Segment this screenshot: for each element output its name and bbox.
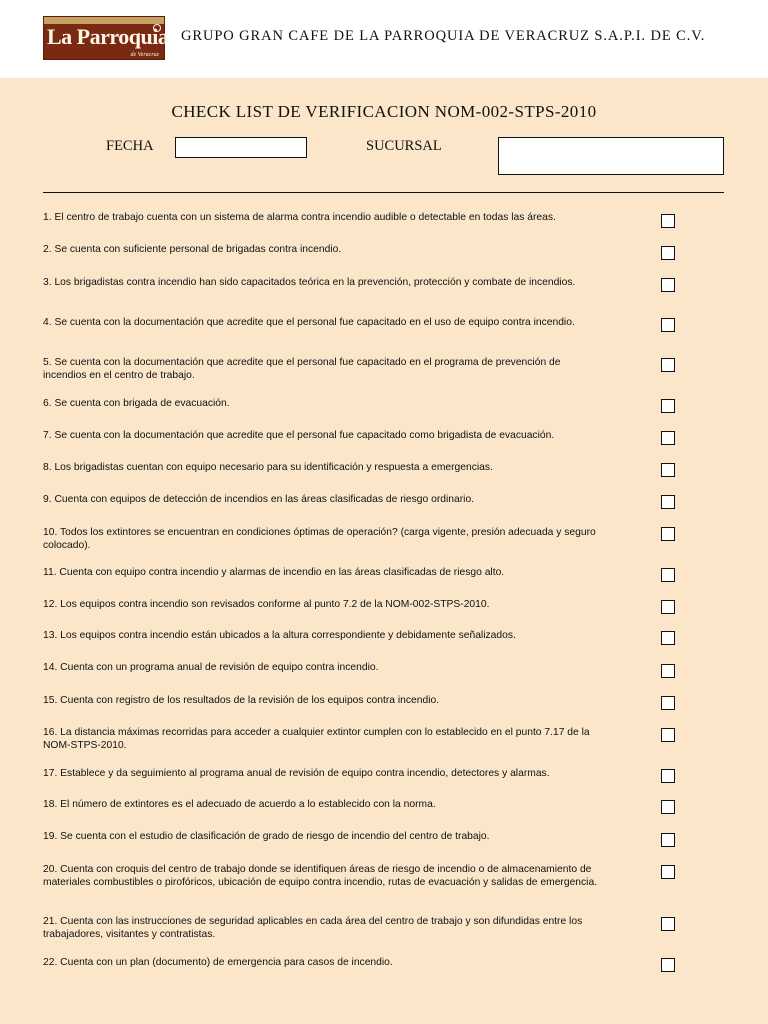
checklist-checkbox[interactable] [661,399,675,413]
checklist-checkbox[interactable] [661,958,675,972]
checklist-checkbox[interactable] [661,917,675,931]
divider [43,192,724,193]
checklist-item-text: 16. La distancia máximas recorridas para acceder a cualquier extintor cumplen con lo establecido en el punto 7.17 de la NOM-STPS-2010. [43,727,590,751]
checklist-item-text: 5. Se cuenta con la documentación que acredite que el personal fue capacitado en el programa de prevención de incendios en el centro de trabajo. [43,357,561,381]
checklist-item-text: 13. Los equipos contra incendio están ubicados a la altura correspondiente y debidamente señalizados. [43,630,516,641]
checklist-checkbox[interactable] [661,463,675,477]
form-title: CHECK LIST DE VERIFICACION NOM-002-STPS-2010 [171,102,597,121]
checklist-item-text: 7. Se cuenta con la documentación que acredite que el personal fue capacitado como brigadista de evacuación. [43,430,555,441]
checklist-checkbox[interactable] [661,278,675,292]
checklist-checkbox[interactable] [661,865,675,879]
checklist-checkbox[interactable] [661,728,675,742]
checklist-checkbox[interactable] [661,246,675,260]
checklist-checkbox[interactable] [661,214,675,228]
checklist-item-text: 4. Se cuenta con la documentación que acredite que el personal fue capacitado en el uso de equipo contra incendio. [43,317,575,328]
checklist-checkbox[interactable] [661,833,675,847]
checklist-checkbox[interactable] [661,318,675,332]
logo-stripe [44,17,164,24]
checklist-item-text: 2. Se cuenta con suficiente personal de brigadas contra incendio. [43,244,342,255]
company-logo [43,16,169,60]
checklist-checkbox[interactable] [661,769,675,783]
checklist-item-text: 12. Los equipos contra incendio son revisados conforme al punto 7.2 de la NOM-002-STPS-2010. [43,599,490,610]
checklist-item-text: 18. El número de extintores es el adecuado de acuerdo a lo establecido con la norma. [43,799,436,810]
checklist-checkbox[interactable] [661,431,675,445]
checklist-item-text: 20. Cuenta con croquis del centro de trabajo donde se identifiquen áreas de riesgo de incendio o de almacenamiento de materiales combustibles o pirofóricos, ubicación de equipo contra incendio, rutas de evacuación y salidas de emergencia. [43,864,598,888]
fecha-input[interactable] [175,137,307,158]
checklist-item-text: 15. Cuenta con registro de los resultados de la revisión de los equipos contra incendio. [43,695,440,706]
checklist-checkbox[interactable] [661,664,675,678]
checklist-item-text: 11. Cuenta con equipo contra incendio y alarmas de incendio en las áreas clasificadas de riesgo alto. [43,567,505,578]
sucursal-input[interactable] [498,137,724,175]
checklist-item-text: 19. Se cuenta con el estudio de clasificación de grado de riesgo de incendio del centro de trabajo. [43,831,490,842]
header [0,0,768,78]
checklist-checkbox[interactable] [661,568,675,582]
fecha-label: FECHA [106,138,154,154]
checklist-checkbox[interactable] [661,600,675,614]
checklist-item-text: 22. Cuenta con un plan (documento) de emergencia para casos de incendio. [43,957,393,968]
checklist-item-text: 21. Cuenta con las instrucciones de seguridad aplicables en cada área del centro de trabajo y son difundidas entre los trabajadores, visitantes y contratistas. [43,916,583,940]
checklist-checkbox[interactable] [661,696,675,710]
checklist-item-text: 17. Establece y da seguimiento al programa anual de revisión de equipo contra incendio, detectores y alarmas. [43,768,550,779]
checklist-item-text: 3. Los brigadistas contra incendio han sido capacitados teórica en la prevención, protección y combate de incendios. [43,277,576,288]
logo-text: La Parroquia [47,24,169,49]
logo-subtext: de Veracruz [130,52,159,58]
checklist-item-text: 10. Todos los extintores se encuentran en condiciones óptimas de operación? (carga vigente, presión adecuada y seguro colocado). [43,527,596,551]
checklist-item-text: 14. Cuenta con un programa anual de revisión de equipo contra incendio. [43,662,379,673]
company-name: GRUPO GRAN CAFE DE LA PARROQUIA DE VERACRUZ S.A.P.I. DE C.V. [181,28,706,44]
checklist-item-text: 1. El centro de trabajo cuenta con un sistema de alarma contra incendio audible o detectable en todas las áreas. [43,212,556,223]
checklist-checkbox[interactable] [661,358,675,372]
checklist-checkbox[interactable] [661,800,675,814]
checklist-item-text: 9. Cuenta con equipos de detección de incendios en las áreas clasificadas de riesgo ordinario. [43,494,475,505]
checklist-checkbox[interactable] [661,631,675,645]
checklist-checkbox[interactable] [661,495,675,509]
checklist-item-text: 6. Se cuenta con brigada de evacuación. [43,398,230,409]
checklist-checkbox[interactable] [661,527,675,541]
checklist-item-text: 8. Los brigadistas cuentan con equipo necesario para su identificación y respuesta a emergencias. [43,462,493,473]
sucursal-label: SUCURSAL [366,138,442,154]
logo-mark-icon [153,24,161,32]
